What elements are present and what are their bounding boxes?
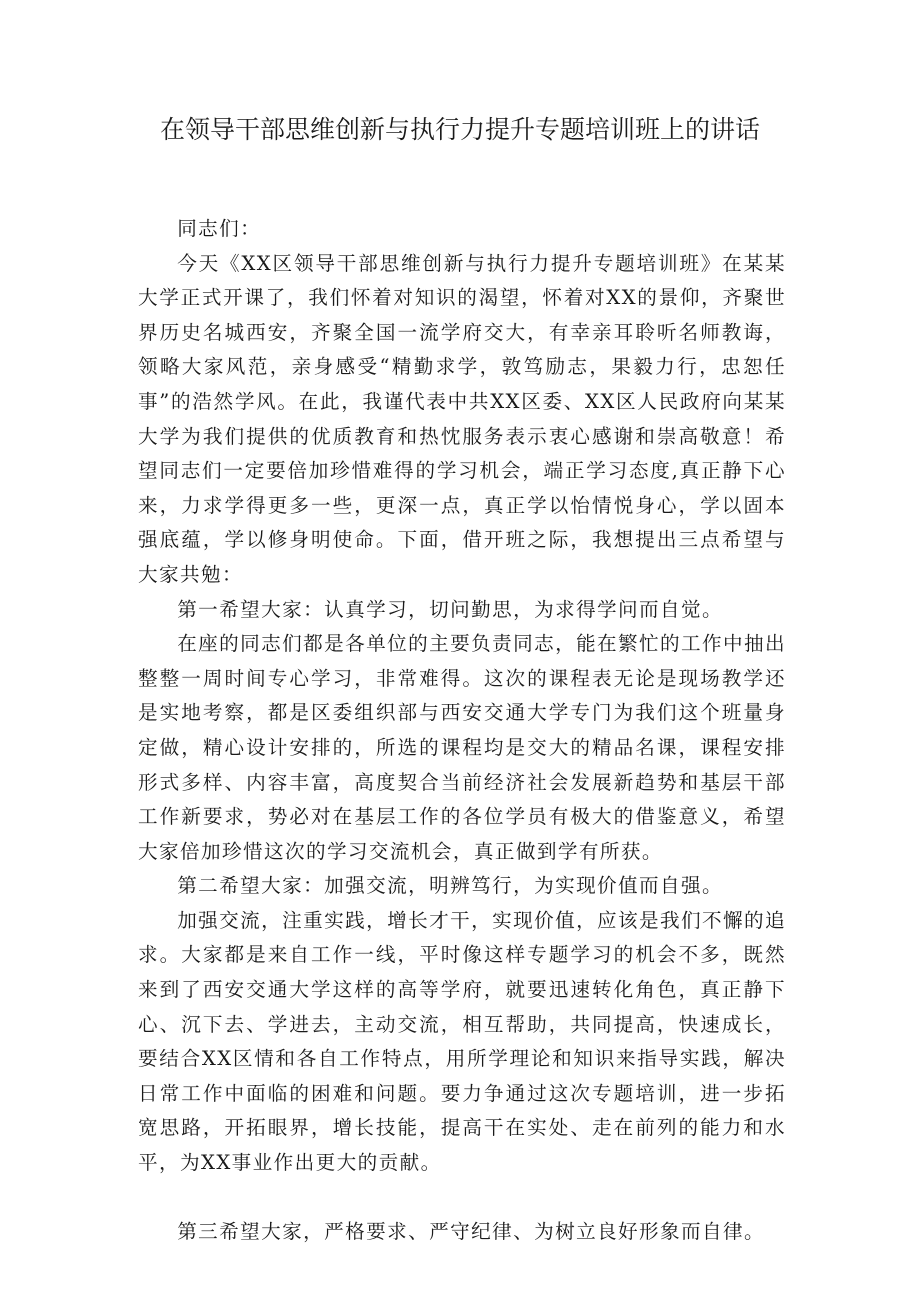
body-paragraph-intro: 今天《XX区领导干部思维创新与执行力提升专题培训班》在某某大学正式开课了，我们怀着对知识的渴望，怀着对XX的景仰，齐聚世界历史名城西安，齐聚全国一流学府交大，有幸亲耳聆听名师教诲，领略大家风范，亲身感受“精勤求学，敦笃励志，果毅力行，忠恕任事”的浩然学风。在此，我谨代表中共XX区委、XX区人民政府向某某大学为我们提供的优质教育和热忱服务表示衷心感谢和崇高敬意！希望同志们一定要倍加珍惜难得的学习机会，端正学习态度,真正静下心来，力求学得更多一些，更深一点，真正学以怡情悦身心，学以固本强底蕴，学以修身明使命。下面，借开班之际，我想提出三点希望与大家共勉： bbox=[138, 251, 786, 586]
heading-hope-two: 第二希望大家：加强交流，明辨笃行，为实现价值而自强。 bbox=[177, 874, 724, 898]
heading-hope-three: 第三希望大家，严格要求、严守纪律、为树立良好形象而自律。 bbox=[177, 1219, 766, 1243]
salutation: 同志们： bbox=[177, 217, 262, 240]
heading-hope-one: 第一希望大家：认真学习，切问勤思，为求得学问而自觉。 bbox=[177, 597, 724, 621]
body-paragraph-one: 在座的同志们都是各单位的主要负责同志，能在繁忙的工作中抽出整整一周时间专心学习，非常难得。这次的课程表无论是现场教学还是实地考察，都是区委组织部与西安交通大学专门为我们这个班量身定做，精心设计安排的，所选的课程均是交大的精品名课，课程安排形式多样、内容丰富，高度契合当前经济社会发展新趋势和基层干部工作新要求，势必对在基层工作的各位学员有极大的借鉴意义，希望大家倍加珍惜这次的学习交流机会，真正做到学有所获。 bbox=[138, 632, 787, 863]
body-paragraph-two: 加强交流，注重实践，增长才干，实现价值，应该是我们不懈的追求。大家都是来自工作一线，平时像这样专题学习的机会不多，既然来到了西安交通大学这样的高等学府，就要迅速转化角色，真正静下心、沉下去、学进去，主动交流，相互帮助，共同提高，快速成长，要结合XX区情和各自工作特点，用所学理论和知识来指导实践，解决日常工作中面临的困难和问题。要力争通过这次专题培训，进一步拓宽思路，开拓眼界，增长技能，提高干在实处、走在前列的能力和水平，为XX事业作出更大的贡献。 bbox=[138, 908, 787, 1175]
document-title: 在领导干部思维创新与执行力提升专题培训班上的讲话 bbox=[160, 115, 761, 144]
document-body bbox=[138, 212, 786, 1249]
